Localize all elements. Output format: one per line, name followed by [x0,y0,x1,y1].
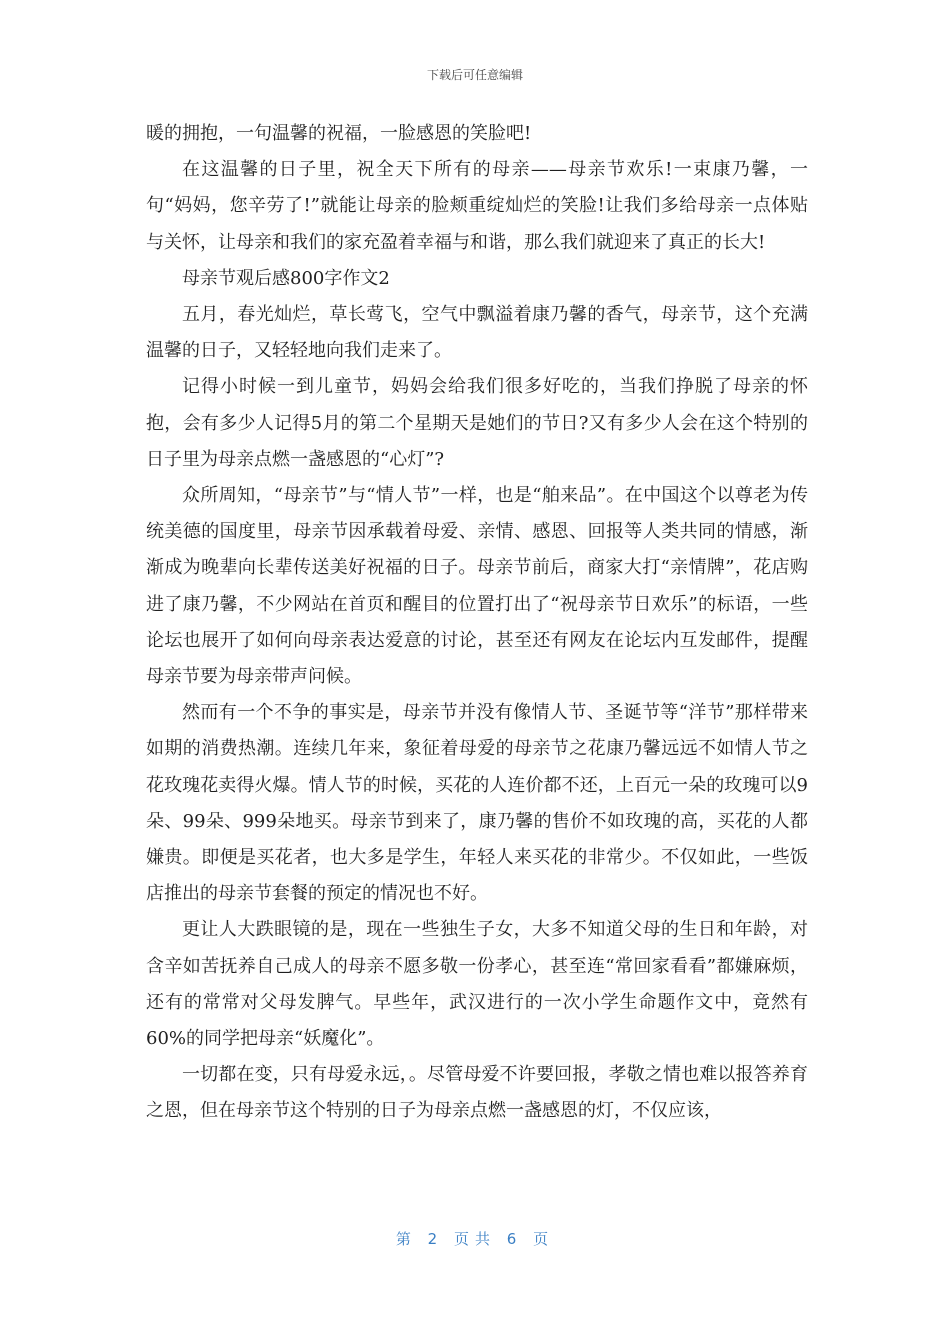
paragraph: 记得小时候一到儿童节，妈妈会给我们很多好吃的，当我们挣脱了母亲的怀抱，会有多少人记得5月的第二个星期天是她们的节日?又有多少人会在这个特别的日子里为母亲点燃一盏感恩的“心灯”? [146,376,808,470]
paragraph: 更让人大跌眼镜的是，现在一些独生子女，大多不知道父母的生日和年龄，对含辛如苦抚养自己成人的母亲不愿多敬一份孝心，甚至连“常回家看看”都嫌麻烦，还有的常常对父母发脾气。早些年，武汉进行的一次小学生命题作文中，竟然有60%的同学把母亲“妖魔化”。 [146,919,808,1050]
paragraph: 一切都在变，只有母爱永远，。尽管母爱不许要回报，孝敬之情也难以报答养育之恩，但在母亲节这个特别的日子为母亲点燃一盏感恩的灯，不仅应该， [146,1064,808,1122]
paragraph: 五月，春光灿烂，草长莺飞，空气中飘溢着康乃馨的香气，母亲节，这个充满温馨的日子，又轻轻地向我们走来了。 [146,304,808,362]
page-number: 第 2 页共 6 页 [395,1230,555,1248]
paragraph: 然而有一个不争的事实是，母亲节并没有像情人节、圣诞节等“洋节”那样带来如期的消费热潮。连续几年来，象征着母爱的母亲节之花康乃馨远远不如情人节之花玫瑰花卖得火爆。情人节的时候，买花的人连价都不还，上百元一朵的玫瑰可以9朵、99朵、999朵地买。母亲节到来了，康乃馨的售价不如玫瑰的高，买花的人都嫌贵。即便是买花者，也大多是学生，年轻人来买花的非常少。不仅如此，一些饭店推出的母亲节套餐的预定的情况也不好。 [146,702,808,905]
paragraph: 众所周知，“母亲节”与“情人节”一样，也是“舶来品”。在中国这个以尊老为传统美德的国度里，母亲节因承载着母爱、亲情、感恩、回报等人类共同的情感，渐渐成为晚辈向长辈传送美好祝福的日子。母亲节前后，商家大打“亲情牌”，花店购进了康乃馨，不少网站在首页和醒目的位置打出了“祝母亲节日欢乐”的标语，一些论坛也展开了如何向母亲表达爱意的讨论，甚至还有网友在论坛内互发邮件，提醒母亲节要为母亲带声问候。 [146,485,808,688]
page-header: 下载后可任意编辑 [426,68,523,82]
paragraph: 在这温馨的日子里，祝全天下所有的母亲——母亲节欢乐!一束康乃馨，一句“妈妈，您辛劳了!”就能让母亲的脸颊重绽灿烂的笑脸!让我们多给母亲一点体贴与关怀，让母亲和我们的家充盈着幸福与和谐，那么我们就迎来了真正的长大! [146,159,808,253]
paragraph: 暖的拥抱，一句温馨的祝福，一脸感恩的笑脸吧! [146,123,532,144]
section-title: 母亲节观后感800字作文2 [182,267,390,289]
document-body [146,116,808,1130]
